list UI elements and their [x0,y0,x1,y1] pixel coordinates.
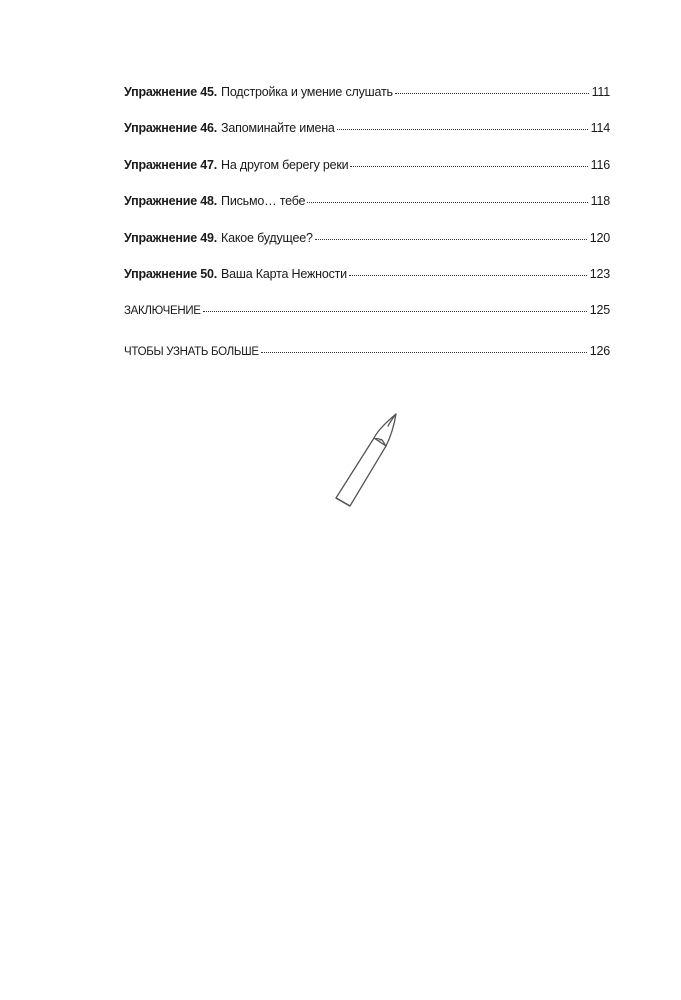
pencil-sketch-icon [328,410,408,510]
page-number: 114 [590,121,610,136]
table-of-contents [124,84,610,384]
page-number: 118 [590,194,610,209]
exercise-title: Запоминайте имена [221,121,335,136]
toc-entry-exercise-48[interactable] [124,193,610,209]
exercise-title: Письмо… тебе [221,194,306,209]
exercise-title: На другом берегу реки [221,157,349,172]
exercise-number: Упражнение 49. [124,230,218,245]
toc-entry-exercise-46[interactable] [124,120,610,136]
section-title: ЧТОБЫ УЗНАТЬ БОЛЬШЕ [124,346,259,359]
page-number: 120 [589,230,610,245]
page-number: 116 [590,157,610,172]
exercise-title: Какое будущее? [221,230,313,245]
dot-leader [395,93,589,94]
page-number: 125 [589,303,610,318]
exercise-number: Упражнение 46. [124,121,218,136]
exercise-number: Упражнение 45. [124,85,218,99]
dot-leader [349,275,587,276]
dot-leader [337,129,588,130]
toc-entry-exercise-45[interactable] [124,84,610,100]
page-number: 123 [589,266,610,281]
toc-entry-further-reading[interactable] [124,343,610,359]
exercise-number: Упражнение 50. [124,266,218,281]
section-title: ЗАКЛЮЧЕНИЕ [124,305,201,318]
toc-entry-exercise-47[interactable] [124,157,610,173]
toc-entry-exercise-50[interactable] [124,266,610,282]
exercise-number: Упражнение 47. [124,157,218,172]
dot-leader [315,239,587,240]
exercise-title: Ваша Карта Нежности [221,266,347,281]
dot-leader [307,202,587,203]
toc-entry-exercise-49[interactable] [124,230,610,246]
exercise-number: Упражнение 48. [124,194,218,209]
dot-leader [203,311,587,312]
page-number: 126 [589,344,610,359]
dot-leader [261,352,587,353]
exercise-title: Подстройка и умение слушать [221,85,393,99]
dot-leader [350,166,587,167]
toc-entry-conclusion[interactable] [124,302,610,318]
page-number: 111 [591,85,610,99]
